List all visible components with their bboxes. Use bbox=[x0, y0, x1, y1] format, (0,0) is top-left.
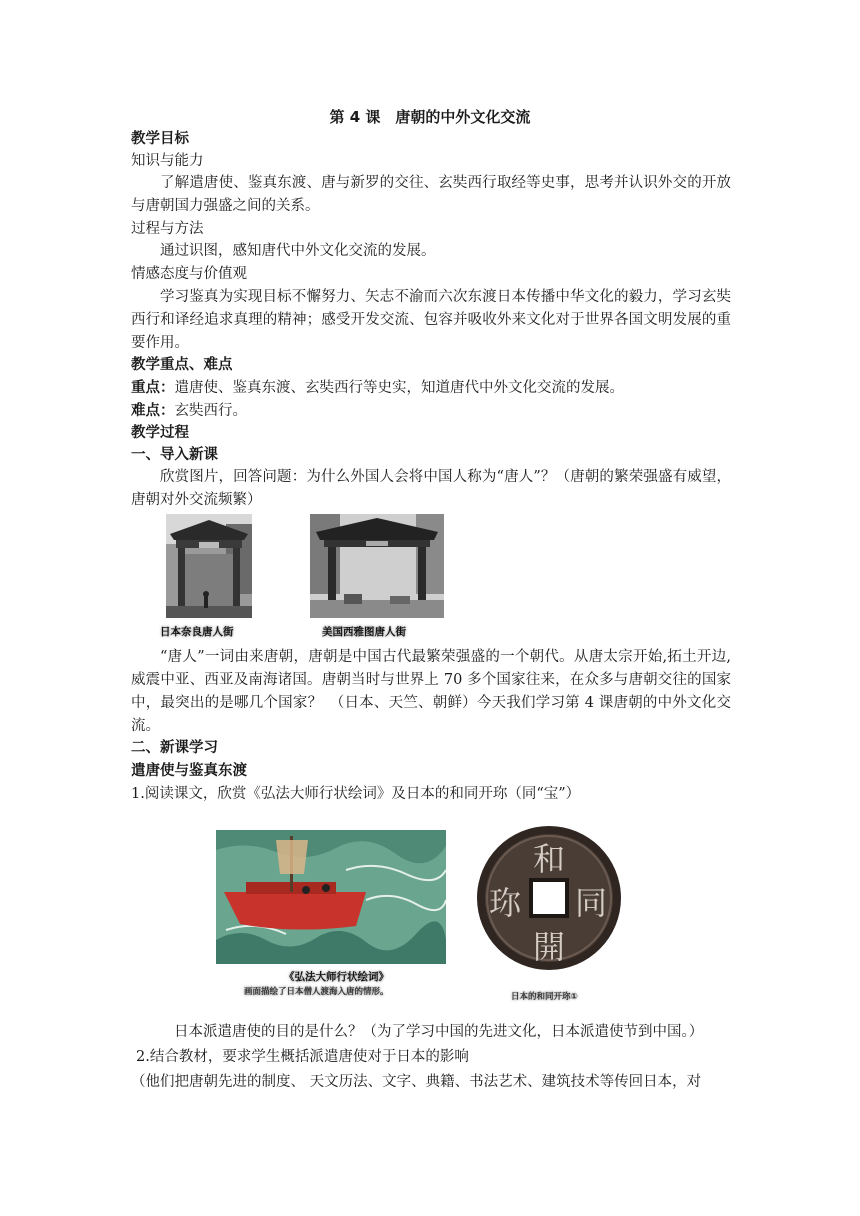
intro-heading: 一、导入新课 bbox=[131, 447, 218, 463]
coin-char-left: 珎 bbox=[489, 884, 522, 922]
photo2-caption: 美国西雅图唐人街 bbox=[322, 626, 406, 638]
page-title: 第 4 课 唐朝的中外文化交流 bbox=[329, 108, 531, 126]
painting-caption-title: 《弘法大师行状绘词》 bbox=[284, 971, 389, 983]
envoys-heading: 遣唐使与鉴真东渡 bbox=[131, 763, 247, 779]
difficulty-label: 难点： bbox=[131, 403, 175, 419]
difficulty-line bbox=[131, 400, 731, 422]
item-1: 1.阅读课文，欣赏《弘法大师行状绘词》及日本的和同开珎（同“宝”） bbox=[131, 786, 581, 802]
emotion-text: 学习鉴真为实现目标不懈努力、矢志不渝而六次东渡日本传播中华文化的毅力，学习玄奘西行和译经追求真理的精神；感受开发交流、包容并吸收外来文化对于世界各国文明发展的重要作用。 bbox=[131, 289, 731, 351]
objectives-heading: 教学目标 bbox=[131, 131, 189, 147]
answer-2: （他们把唐朝先进的制度、 天文历法、文字、典籍、书法艺术、建筑技术等传回日本，对 bbox=[131, 1074, 702, 1090]
wadokaichin-coin bbox=[475, 824, 623, 972]
coin-char-top: 和 bbox=[533, 840, 566, 878]
focus-line bbox=[131, 377, 731, 399]
coin-char-bottom: 開 bbox=[533, 928, 566, 966]
coin-char-right: 同 bbox=[575, 884, 608, 922]
focus-label: 重点： bbox=[131, 380, 175, 396]
question-1: 日本派遣唐使的目的是什么？（为了学习中国的先进文化，日本派遣使节到中国。） bbox=[174, 1024, 704, 1040]
process-text: 通过识图，感知唐代中外文化交流的发展。 bbox=[160, 243, 436, 259]
intro-text: 欣赏图片，回答问题：为什么外国人会将中国人称为“唐人”？（唐朝的繁荣强盛有威望，唐朝对外交流频繁） bbox=[131, 469, 731, 508]
knowledge-text: 了解遣唐使、鉴真东渡、唐与新罗的交往、玄奘西行取经等史事，思考并认识外交的开放与唐朝国力强盛之间的关系。 bbox=[131, 175, 731, 214]
knowledge-label: 知识与能力 bbox=[131, 153, 204, 169]
painting-caption-desc: 画面描绘了日本僧人渡海入唐的情形。 bbox=[244, 987, 389, 997]
new-lesson-heading: 二、新课学习 bbox=[131, 740, 218, 756]
nara-chinatown-photo bbox=[166, 514, 252, 618]
emotion-label: 情感态度与价值观 bbox=[131, 266, 247, 282]
keypoints-heading: 教学重点、难点 bbox=[131, 357, 233, 373]
seattle-chinatown-photo bbox=[310, 514, 444, 618]
difficulty-text: 玄奘西行。 bbox=[174, 403, 247, 419]
tang-text: “唐人”一词由来唐朝，唐朝是中国古代最繁荣强盛的一个朝代。从唐太宗开始,拓土开边,威震中亚、西亚及南海诸国。唐朝当时与世界上 70 多个国家往来，在众多与唐朝交往的国家中，最突出的是哪几个国家？ （日本、天竺、朝鲜）今天我们学习第 4 课唐朝的中外文化交流。 bbox=[131, 649, 731, 734]
item-2: 2.结合教材，要求学生概括派遣唐使对于日本的影响 bbox=[136, 1049, 469, 1065]
photo1-caption: 日本奈良唐人街 bbox=[160, 626, 234, 638]
process-label: 过程与方法 bbox=[131, 221, 204, 237]
process-heading: 教学过程 bbox=[131, 425, 189, 441]
coin-caption: 日本的和同开珎① bbox=[511, 992, 578, 1002]
focus-text: 遣唐使、鉴真东渡、玄奘西行等史实，知道唐代中外文化交流的发展。 bbox=[174, 380, 624, 396]
kobo-daishi-painting bbox=[216, 830, 446, 964]
